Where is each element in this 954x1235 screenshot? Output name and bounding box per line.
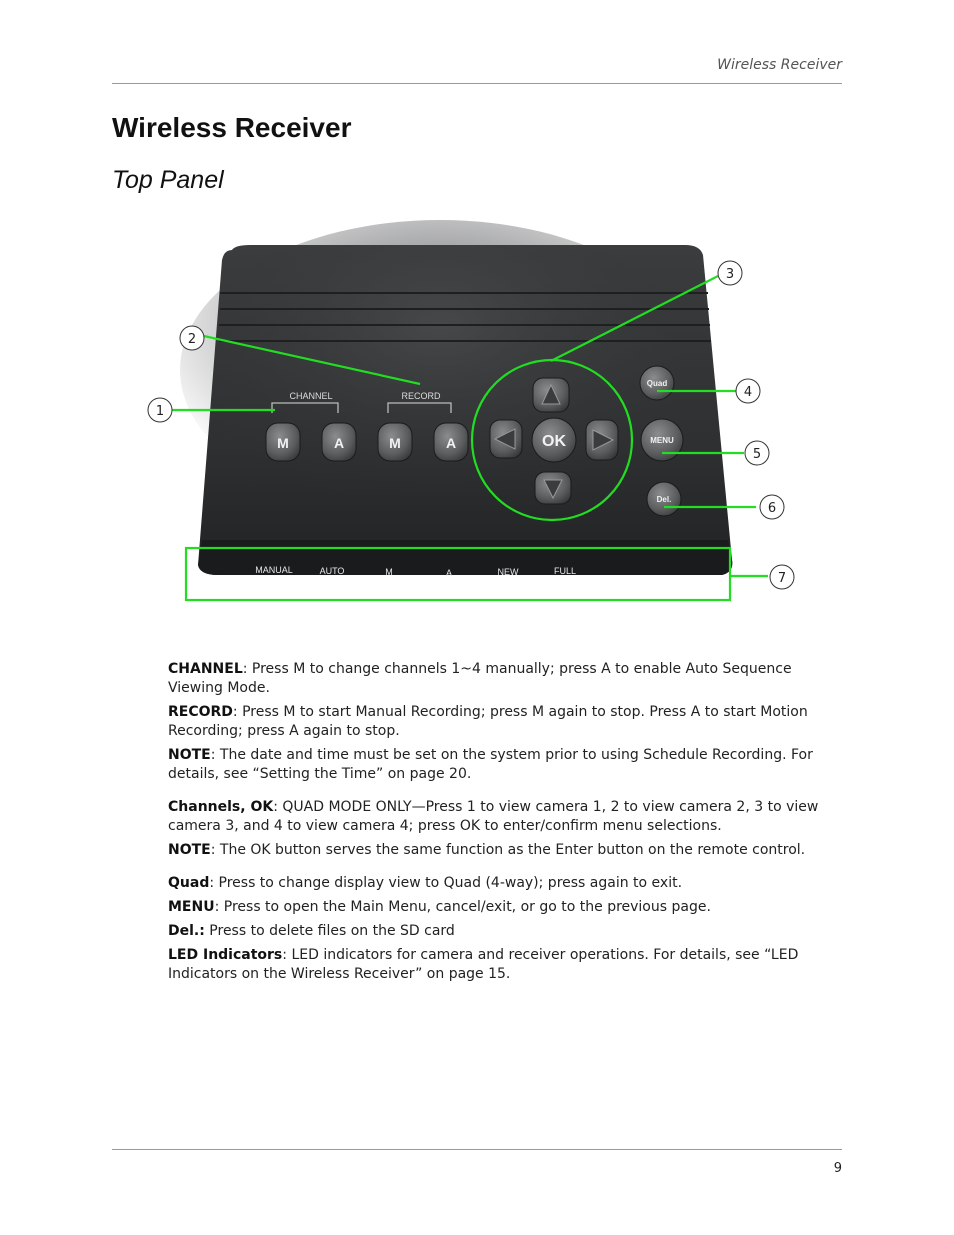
desc-note-schedule [168, 746, 840, 784]
svg-text:3: 3 [725, 267, 735, 282]
record-m-button[interactable] [378, 423, 412, 461]
desc-channel [168, 660, 840, 698]
menu-button[interactable] [641, 419, 683, 461]
desc-term: Del.: [168, 923, 205, 939]
svg-text:7: 7 [777, 571, 787, 586]
led-label-auto: AUTO [319, 566, 345, 576]
desc-term: Channels, OK [168, 799, 274, 815]
svg-text:4: 4 [743, 385, 753, 400]
callout-5 [745, 441, 769, 465]
svg-text:5: 5 [752, 447, 762, 462]
channel-a-label: A [333, 435, 345, 451]
desc-text: : The OK button serves the same function as the Enter button on the remote control. [210, 842, 806, 858]
callout-7 [770, 565, 794, 589]
desc-text: Press to delete files on the SD card [204, 923, 455, 939]
ok-label: OK [542, 433, 566, 450]
desc-quad [168, 874, 840, 893]
led-label-m: M [385, 567, 393, 577]
down-button[interactable] [535, 472, 571, 504]
quad-label: Quad [646, 379, 668, 388]
desc-note-ok [168, 841, 840, 860]
callout-2 [180, 326, 204, 350]
channel-a-button[interactable] [322, 423, 356, 461]
desc-term: Quad [168, 875, 210, 891]
callout-6 [760, 495, 784, 519]
desc-text: : Press M to start Manual Recording; press M again to stop. Press A to start Motion Recording; press A again to stop. [168, 704, 808, 739]
desc-menu [168, 898, 840, 917]
page-number: 9 [833, 1161, 842, 1176]
svg-text:6: 6 [767, 501, 777, 516]
callout-1 [148, 398, 172, 422]
led-label-a: A [445, 568, 453, 578]
desc-term: NOTE [168, 842, 211, 858]
desc-term: NOTE [168, 747, 211, 763]
desc-term: CHANNEL [168, 661, 243, 677]
led-label-manual: MANUAL [255, 565, 293, 575]
up-button[interactable] [533, 378, 569, 412]
desc-text: : LED indicators for camera and receiver operations. For details, see “LED Indicators on the Wireless Receiver” on page 15. [168, 947, 799, 982]
record-m-label: M [389, 435, 401, 451]
record-a-button[interactable] [434, 423, 468, 461]
callout-4 [736, 379, 760, 403]
desc-term: RECORD [168, 704, 233, 720]
running-header: Wireless Receiver [717, 57, 842, 73]
device-illustration [140, 220, 820, 640]
channel-m-button[interactable] [266, 423, 300, 461]
left-button[interactable] [490, 420, 522, 458]
desc-led-indicators [168, 946, 840, 984]
quad-button[interactable] [640, 366, 674, 400]
del-label: Del. [656, 495, 672, 504]
svg-text:1: 1 [155, 404, 165, 419]
footer-rule [112, 1149, 842, 1150]
desc-term: MENU [168, 899, 215, 915]
desc-text: : Press to open the Main Menu, cancel/exit, or go to the previous page. [214, 899, 711, 915]
desc-text: : Press M to change channels 1~4 manually; press A to enable Auto Sequence Viewing Mode. [168, 661, 792, 696]
del-button[interactable] [647, 482, 681, 516]
description-list [168, 660, 840, 989]
channel-m-label: M [277, 435, 289, 451]
desc-record [168, 703, 840, 741]
svg-text:2: 2 [187, 332, 197, 347]
record-label: RECORD [401, 391, 441, 401]
desc-del [168, 922, 840, 941]
record-a-label: A [445, 435, 457, 451]
desc-text: : QUAD MODE ONLY—Press 1 to view camera 1, 2 to view camera 2, 3 to view camera 3, and 4 to view camera 4; press OK to enter/confirm menu selections. [168, 799, 819, 834]
desc-term: LED Indicators [168, 947, 283, 963]
ok-button[interactable] [532, 418, 576, 462]
desc-text: : Press to change display view to Quad (4-way); press again to exit. [209, 875, 683, 891]
page-title: Wireless Receiver [112, 112, 352, 143]
led-label-full: FULL [553, 566, 577, 576]
channel-label: CHANNEL [289, 391, 333, 401]
callout-3 [718, 261, 742, 285]
top-panel-figure [140, 220, 820, 640]
desc-text: : The date and time must be set on the system prior to using Schedule Recording. For details, see “Setting the Time” on page 20. [168, 747, 813, 782]
header-rule [112, 83, 842, 84]
right-button[interactable] [586, 420, 618, 460]
led-label-new: NEW [497, 567, 519, 577]
desc-channels-ok [168, 798, 840, 836]
menu-label: MENU [650, 436, 674, 445]
section-subtitle: Top Panel [112, 166, 224, 194]
